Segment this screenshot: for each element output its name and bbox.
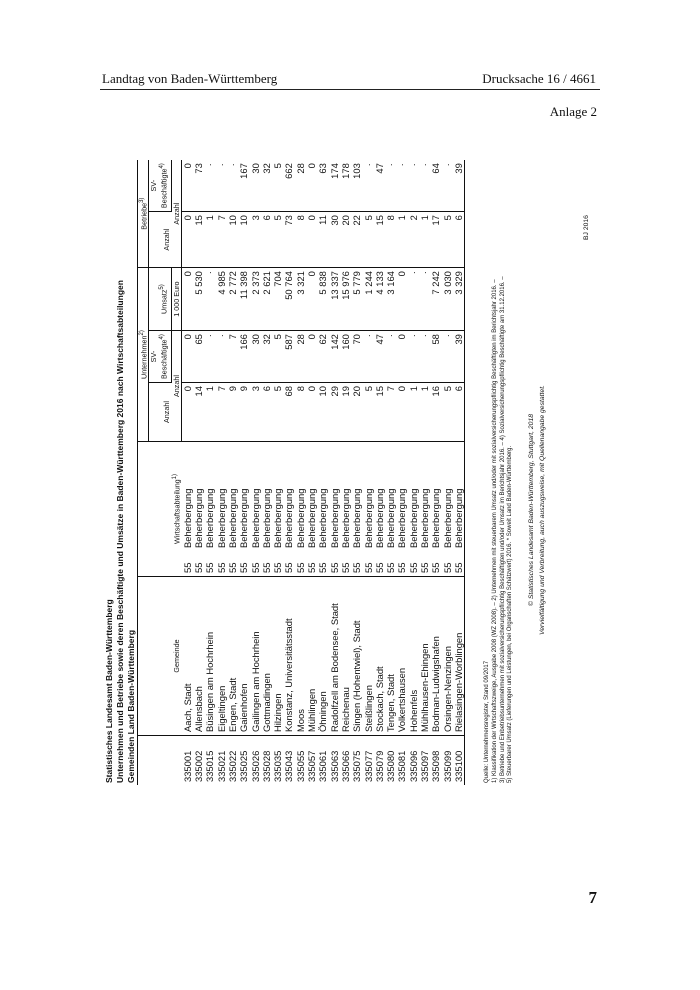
cell-abteilung: Beherbergung (250, 442, 261, 552)
cell-code: 335057 (306, 736, 317, 786)
cell-code: 335099 (442, 736, 453, 786)
cell-b-sv: 662 (283, 163, 295, 179)
cell-code: 335075 (351, 736, 362, 786)
table-row (193, 160, 204, 785)
cell-wz: 55 (385, 562, 397, 573)
cell-u-anzahl: 16 (430, 383, 441, 442)
cell-wz: 55 (306, 562, 318, 573)
cell-gemeinde: Bodman-Ludwigshafen (430, 577, 441, 736)
cell-umsatz: 11 398 (238, 268, 249, 331)
cell-umsatz: 1 244 (363, 268, 374, 331)
cell-b-sv: 178 (339, 163, 351, 179)
cell-b-anzahl: 0 (306, 212, 317, 268)
cell-u-sv: 39 (453, 331, 465, 383)
copyright-line: © Statistisches Landesamt Baden-Württemberg, Stuttgart, 2018 (528, 413, 535, 607)
cell-gemeinde: Moos (295, 577, 306, 736)
cell-abteilung: Beherbergung (204, 442, 215, 552)
cell-wz: 55 (215, 562, 227, 573)
cell-gemeinde: Volkertshausen (396, 577, 407, 736)
cell-u-anzahl: 6 (261, 383, 272, 442)
cell-umsatz: 704 (272, 268, 283, 331)
cell-b-sv: 47 (373, 163, 385, 174)
cell-gemeinde: Mühlingen (306, 577, 317, 736)
cell-abteilung: Beherbergung (317, 442, 328, 552)
col-b-anzahl: Anzahl (149, 212, 171, 268)
cell-code: 335098 (430, 736, 441, 786)
cell-umsatz: 0 (306, 268, 317, 331)
cell-code: 335066 (340, 736, 351, 786)
cell-abteilung: Beherbergung (306, 442, 317, 552)
cell-b-anzahl: 6 (261, 212, 272, 268)
cell-umsatz: 0 (396, 268, 407, 331)
cell-b-anzahl: 5 (442, 212, 453, 268)
table-row (442, 160, 453, 785)
col-u-anzahl: Anzahl (149, 383, 171, 442)
cell-gemeinde: Tengen, Stadt (385, 577, 396, 736)
cell-u-anzahl: 7 (385, 383, 396, 442)
footnote-2: 3) Betriebe und Einbetriebsunternehmen mit sozialversicherungspflichtig Beschäftigten und/oder Umsatz im Berichtsjahr 2016. – 4) Sozialversicherungspflichtig Beschäftigte am 31.12.2016. – (499, 276, 506, 783)
cell-gemeinde: Reichenau (340, 577, 351, 736)
cell-abteilung: Beherbergung (193, 442, 204, 552)
cell-wz: 55 (419, 562, 431, 573)
cell-u-anzahl: 19 (340, 383, 351, 442)
cell-b-sv: 167 (238, 163, 250, 179)
cell-b-anzahl: 15 (193, 212, 204, 268)
table-row (283, 160, 294, 785)
cell-gemeinde: Hilzingen (272, 577, 283, 736)
cell-umsatz: 13 337 (329, 268, 340, 331)
cell-wz: 55 (260, 562, 272, 573)
cell-u-anzahl: 8 (295, 383, 306, 442)
unit-unternehmen-anzahl: Anzahl (171, 331, 181, 442)
cell-wz: 55 (272, 562, 284, 573)
cell-wz: 55 (204, 562, 216, 573)
cell-u-anzahl: 0 (306, 383, 317, 442)
table-row (227, 160, 238, 785)
cell-wz: 55 (339, 562, 351, 573)
col-u-sv: SV- Beschäftigte$^{4)}$ (149, 331, 169, 383)
annex-label: Anlage 2 (549, 104, 597, 119)
cell-abteilung: Beherbergung (283, 442, 294, 552)
cell-u-sv: · (216, 331, 227, 383)
cell-umsatz: 5 838 (317, 268, 328, 331)
table-body (181, 160, 464, 785)
cell-u-anzahl: 0 (396, 383, 407, 442)
cell-code: 335079 (374, 736, 385, 786)
cell-u-anzahl: 9 (227, 383, 238, 442)
cell-u-sv: 7 (227, 331, 238, 383)
cell-u-sv: 142 (329, 331, 340, 383)
cell-b-sv: 0 (181, 163, 193, 169)
cell-abteilung: Beherbergung (227, 442, 238, 552)
table-row (408, 160, 419, 785)
cell-gemeinde: Konstanz, Universitätsstadt (283, 577, 294, 736)
cell-umsatz: · (419, 268, 430, 331)
cell-u-anzahl: 6 (453, 383, 465, 442)
cell-code: 335035 (272, 736, 283, 786)
cell-b-sv: · (407, 163, 419, 167)
cell-u-anzahl: 5 (442, 383, 453, 442)
cell-code: 335001 (181, 736, 193, 786)
cell-umsatz: · (408, 268, 419, 331)
cell-u-sv: 0 (181, 331, 193, 383)
cell-b-sv: · (215, 163, 227, 167)
unit-euro: 1 000 Euro (171, 268, 181, 331)
cell-b-anzahl: 3 (250, 212, 261, 268)
col-wirtschaftsabteilung: Wirtschaftsabteilung$^{1)}$ (138, 442, 182, 577)
table-row (238, 160, 249, 785)
cell-umsatz: 3 321 (295, 268, 306, 331)
cell-abteilung: Beherbergung (453, 442, 465, 552)
cell-gemeinde: Mühlhausen-Ehingen (419, 577, 430, 736)
title-line-1: Statistisches Landesamt Baden-Württemberg (104, 599, 114, 783)
cell-u-sv: 58 (430, 331, 441, 383)
cell-u-anzahl: 10 (317, 383, 328, 442)
cell-b-anzahl: 5 (363, 212, 374, 268)
table-row (374, 160, 385, 785)
cell-b-anzahl: 1 (204, 212, 215, 268)
cell-u-anzahl: 5 (363, 383, 374, 442)
cell-abteilung: Beherbergung (340, 442, 351, 552)
reproduction-note: Vervielfältigung und Verbreitung, auch auszugsweise, mit Quellenangabe gestattet. (539, 385, 546, 636)
col-gemeinde: Gemeinde (138, 577, 182, 736)
cell-b-sv: 32 (260, 163, 272, 174)
cell-u-anzahl: 1 (204, 383, 215, 442)
table-row (453, 160, 465, 785)
cell-u-sv: 28 (295, 331, 306, 383)
cell-wz: 55 (453, 551, 465, 577)
cell-b-anzahl: 6 (453, 212, 465, 268)
cell-b-sv: · (362, 163, 374, 167)
cell-u-sv: · (204, 331, 215, 383)
cell-abteilung: Beherbergung (430, 442, 441, 552)
cell-code: 335043 (283, 736, 294, 786)
cell-u-anzahl: 68 (283, 383, 294, 442)
cell-abteilung: Beherbergung (261, 442, 272, 552)
table-row (216, 160, 227, 785)
cell-u-anzahl: 15 (374, 383, 385, 442)
cell-wz: 55 (373, 562, 385, 573)
cell-abteilung: Beherbergung (216, 442, 227, 552)
col-unternehmen: Unternehmen$^{2)}$ (138, 268, 149, 442)
cell-umsatz: 3 329 (453, 268, 465, 331)
cell-b-sv: 63 (317, 163, 329, 174)
page-number: 7 (588, 888, 597, 907)
cell-gemeinde: Steißlingen (363, 577, 374, 736)
cell-code: 335077 (363, 736, 374, 786)
cell-b-sv: 64 (430, 163, 442, 174)
cell-b-anzahl: 73 (283, 212, 294, 268)
cell-code: 335021 (216, 736, 227, 786)
cell-b-anzahl: 1 (396, 212, 407, 268)
cell-code: 335063 (329, 736, 340, 786)
cell-u-sv: 65 (193, 331, 204, 383)
cell-u-anzahl: 9 (238, 383, 249, 442)
cell-b-anzahl: 10 (227, 212, 238, 268)
cell-gemeinde: Allensbach (193, 577, 204, 736)
table-row (181, 160, 193, 785)
table-row (329, 160, 340, 785)
cell-umsatz: · (204, 268, 215, 331)
cell-b-sv: 30 (249, 163, 261, 174)
cell-gemeinde: Radolfzell am Bodensee, Stadt (329, 577, 340, 736)
cell-u-anzahl: 29 (329, 383, 340, 442)
footnote-3: 5) Steuerbarer Umsatz (Lieferungen und Leistungen, bei Organschaften Schätzwert) 2016. * Soweit Land Baden-Württemberg. (507, 445, 513, 783)
cell-u-sv: 32 (261, 331, 272, 383)
cell-b-anzahl: 22 (351, 212, 362, 268)
cell-gemeinde: Gottmadingen (261, 577, 272, 736)
cell-abteilung: Beherbergung (363, 442, 374, 552)
cell-u-sv: · (442, 331, 453, 383)
cell-wz: 55 (407, 562, 419, 573)
cell-abteilung: Beherbergung (181, 442, 193, 552)
cell-code: 335097 (419, 736, 430, 786)
title-line-2: Unternehmen und Betriebe sowie deren Beschäftigte und Umsätze in Baden-Württemberg 2016 nach Wirtschaftsabteilungen (115, 280, 125, 783)
cell-wz: 55 (294, 562, 306, 573)
cell-code: 335002 (193, 736, 204, 786)
cell-u-sv: · (408, 331, 419, 383)
cell-b-sv: 73 (193, 163, 205, 174)
table-row (340, 160, 351, 785)
cell-umsatz: 3 164 (385, 268, 396, 331)
table-row (317, 160, 328, 785)
cell-u-anzahl: 14 (193, 383, 204, 442)
header-right: Drucksache 16 / 4661 (482, 71, 596, 86)
cell-abteilung: Beherbergung (238, 442, 249, 552)
statistics-table (137, 160, 465, 785)
cell-u-anzahl: 1 (408, 383, 419, 442)
cell-wz: 55 (193, 562, 205, 573)
table-row (250, 160, 261, 785)
cell-b-anzahl: 1 (419, 212, 430, 268)
cell-wz: 55 (317, 562, 329, 573)
cell-gemeinde: Öhningen (317, 577, 328, 736)
cell-umsatz: 0 (181, 268, 193, 331)
cell-gemeinde: Gailingen am Hochrhein (250, 577, 261, 736)
cell-b-sv: · (396, 163, 408, 167)
cell-code: 335081 (396, 736, 407, 786)
cell-wz: 55 (238, 562, 250, 573)
cell-code: 335100 (453, 736, 465, 786)
table-row (385, 160, 396, 785)
cell-gemeinde: Engen, Stadt (227, 577, 238, 736)
cell-gemeinde: Büsingen am Hochrhein (204, 577, 215, 736)
title-line-3: Gemeinden Land Baden-Württemberg (126, 629, 136, 783)
cell-wz: 55 (351, 562, 363, 573)
cell-u-sv: 30 (250, 331, 261, 383)
cell-b-anzahl: 5 (272, 212, 283, 268)
cell-gemeinde: Rielasingen-Worblingen (453, 577, 465, 736)
cell-u-sv: · (385, 331, 396, 383)
cell-umsatz: 2 373 (250, 268, 261, 331)
cell-u-sv: 0 (306, 331, 317, 383)
cell-b-sv: · (204, 163, 216, 167)
cell-code: 335096 (408, 736, 419, 786)
cell-u-sv: · (419, 331, 430, 383)
cell-abteilung: Beherbergung (419, 442, 430, 552)
cell-b-sv: 103 (351, 163, 363, 179)
cell-u-anzahl: 3 (250, 383, 261, 442)
cell-b-anzahl: 8 (385, 212, 396, 268)
cell-u-anzahl: 5 (272, 383, 283, 442)
rotated-table-page (90, 160, 595, 800)
cell-b-anzahl: 15 (374, 212, 385, 268)
cell-b-anzahl: 2 (408, 212, 419, 268)
cell-wz: 55 (226, 562, 238, 573)
col-umsatz: Umsatz$^{5)}$ (149, 268, 169, 331)
cell-abteilung: Beherbergung (385, 442, 396, 552)
table-row (430, 160, 441, 785)
cell-code: 335026 (250, 736, 261, 786)
cell-b-sv: 0 (306, 163, 318, 169)
cell-abteilung: Beherbergung (272, 442, 283, 552)
cell-code: 335022 (227, 736, 238, 786)
cell-umsatz: 2 621 (261, 268, 272, 331)
cell-abteilung: Beherbergung (442, 442, 453, 552)
cell-u-sv: 0 (396, 331, 407, 383)
cell-u-sv: 62 (317, 331, 328, 383)
cell-abteilung: Beherbergung (396, 442, 407, 552)
table-row (419, 160, 430, 785)
cell-code: 335061 (317, 736, 328, 786)
table-row (396, 160, 407, 785)
cell-b-sv: · (226, 163, 238, 167)
cell-umsatz: 3 030 (442, 268, 453, 331)
footnote-1: 1) Klassifikation der Wirtschaftszweige, Ausgabe 2008 (WZ 2008). – 2) Unternehmen mit steuerbarem Umsatz und/oder mit sozialversicherungspflichtig Beschäftigten im Berichtsjahr 2016. – (492, 279, 498, 783)
table-head (138, 160, 182, 785)
cell-code: 335080 (385, 736, 396, 786)
cell-u-sv: 166 (238, 331, 249, 383)
cell-b-sv: 5 (272, 163, 284, 169)
cell-umsatz: 5 530 (193, 268, 204, 331)
cell-b-anzahl: 8 (295, 212, 306, 268)
cell-wz: 55 (441, 562, 453, 573)
table-row (261, 160, 272, 785)
cell-u-sv: 47 (374, 331, 385, 383)
cell-b-sv: 39 (453, 160, 465, 211)
cell-u-anzahl: 0 (181, 383, 193, 442)
cell-u-anzahl: 1 (419, 383, 430, 442)
cell-wz: 55 (249, 562, 261, 573)
cell-gemeinde: Stockach, Stadt (374, 577, 385, 736)
cell-wz: 55 (362, 562, 374, 573)
cell-abteilung: Beherbergung (408, 442, 419, 552)
cell-gemeinde: Hohenfels (408, 577, 419, 736)
cell-b-sv: 174 (328, 163, 340, 179)
source-note: Quelle: Unternehmensregister, Stand 09/2017 (484, 660, 490, 783)
cell-b-sv: · (419, 163, 431, 167)
cell-code: 335025 (238, 736, 249, 786)
unit-betriebe-anzahl: Anzahl (171, 160, 181, 267)
cell-b-anzahl: 10 (238, 212, 249, 268)
cell-b-anzahl: 17 (430, 212, 441, 268)
table-row (351, 160, 362, 785)
table-row (204, 160, 215, 785)
cell-u-anzahl: 20 (351, 383, 362, 442)
cell-code: 335055 (295, 736, 306, 786)
cell-code: 335015 (204, 736, 215, 786)
cell-umsatz: 15 976 (340, 268, 351, 331)
cell-gemeinde: Singen (Hohentwiel), Stadt (351, 577, 362, 736)
cell-u-sv: 5 (272, 331, 283, 383)
cell-abteilung: Beherbergung (295, 442, 306, 552)
bj-label: BJ 2016 (583, 215, 590, 240)
cell-u-anzahl: 7 (216, 383, 227, 442)
cell-b-anzahl: 0 (181, 212, 193, 268)
cell-b-anzahl: 7 (216, 212, 227, 268)
cell-gemeinde: Eigeltingen (216, 577, 227, 736)
cell-umsatz: 5 779 (351, 268, 362, 331)
cell-umsatz: 4 985 (216, 268, 227, 331)
header-rule (100, 89, 600, 90)
col-betriebe: Betriebe$^{3)}$ (138, 160, 149, 267)
cell-umsatz: 7 242 (430, 268, 441, 331)
cell-code: 335028 (261, 736, 272, 786)
table-row (295, 160, 306, 785)
cell-umsatz: 2 772 (227, 268, 238, 331)
cell-b-anzahl: 20 (340, 212, 351, 268)
cell-b-sv: · (385, 163, 397, 167)
table-row (306, 160, 317, 785)
cell-abteilung: Beherbergung (351, 442, 362, 552)
cell-wz: 55 (283, 562, 295, 573)
header-left: Landtag von Baden-Württemberg (102, 71, 278, 86)
cell-gemeinde: Orsingen-Nenzingen (442, 577, 453, 736)
cell-u-sv: 160 (340, 331, 351, 383)
cell-wz: 55 (181, 562, 193, 573)
cell-b-sv: 28 (294, 163, 306, 174)
cell-u-sv: 70 (351, 331, 362, 383)
cell-b-anzahl: 30 (329, 212, 340, 268)
cell-wz: 55 (328, 562, 340, 573)
cell-b-sv: · (441, 163, 453, 167)
table-row (363, 160, 374, 785)
cell-wz: 55 (396, 562, 408, 573)
cell-gemeinde: Gaienhofen (238, 577, 249, 736)
cell-u-sv: · (363, 331, 374, 383)
table-row (272, 160, 283, 785)
cell-umsatz: 50 764 (283, 268, 294, 331)
cell-umsatz: 4 133 (374, 268, 385, 331)
cell-gemeinde: Aach, Stadt (181, 577, 193, 736)
cell-b-anzahl: 11 (317, 212, 328, 268)
cell-wz: 55 (430, 562, 442, 573)
cell-u-sv: 587 (283, 331, 294, 383)
cell-abteilung: Beherbergung (329, 442, 340, 552)
col-b-sv: SV- Beschäftigte$^{4)}$ (149, 163, 169, 209)
cell-abteilung: Beherbergung (374, 442, 385, 552)
